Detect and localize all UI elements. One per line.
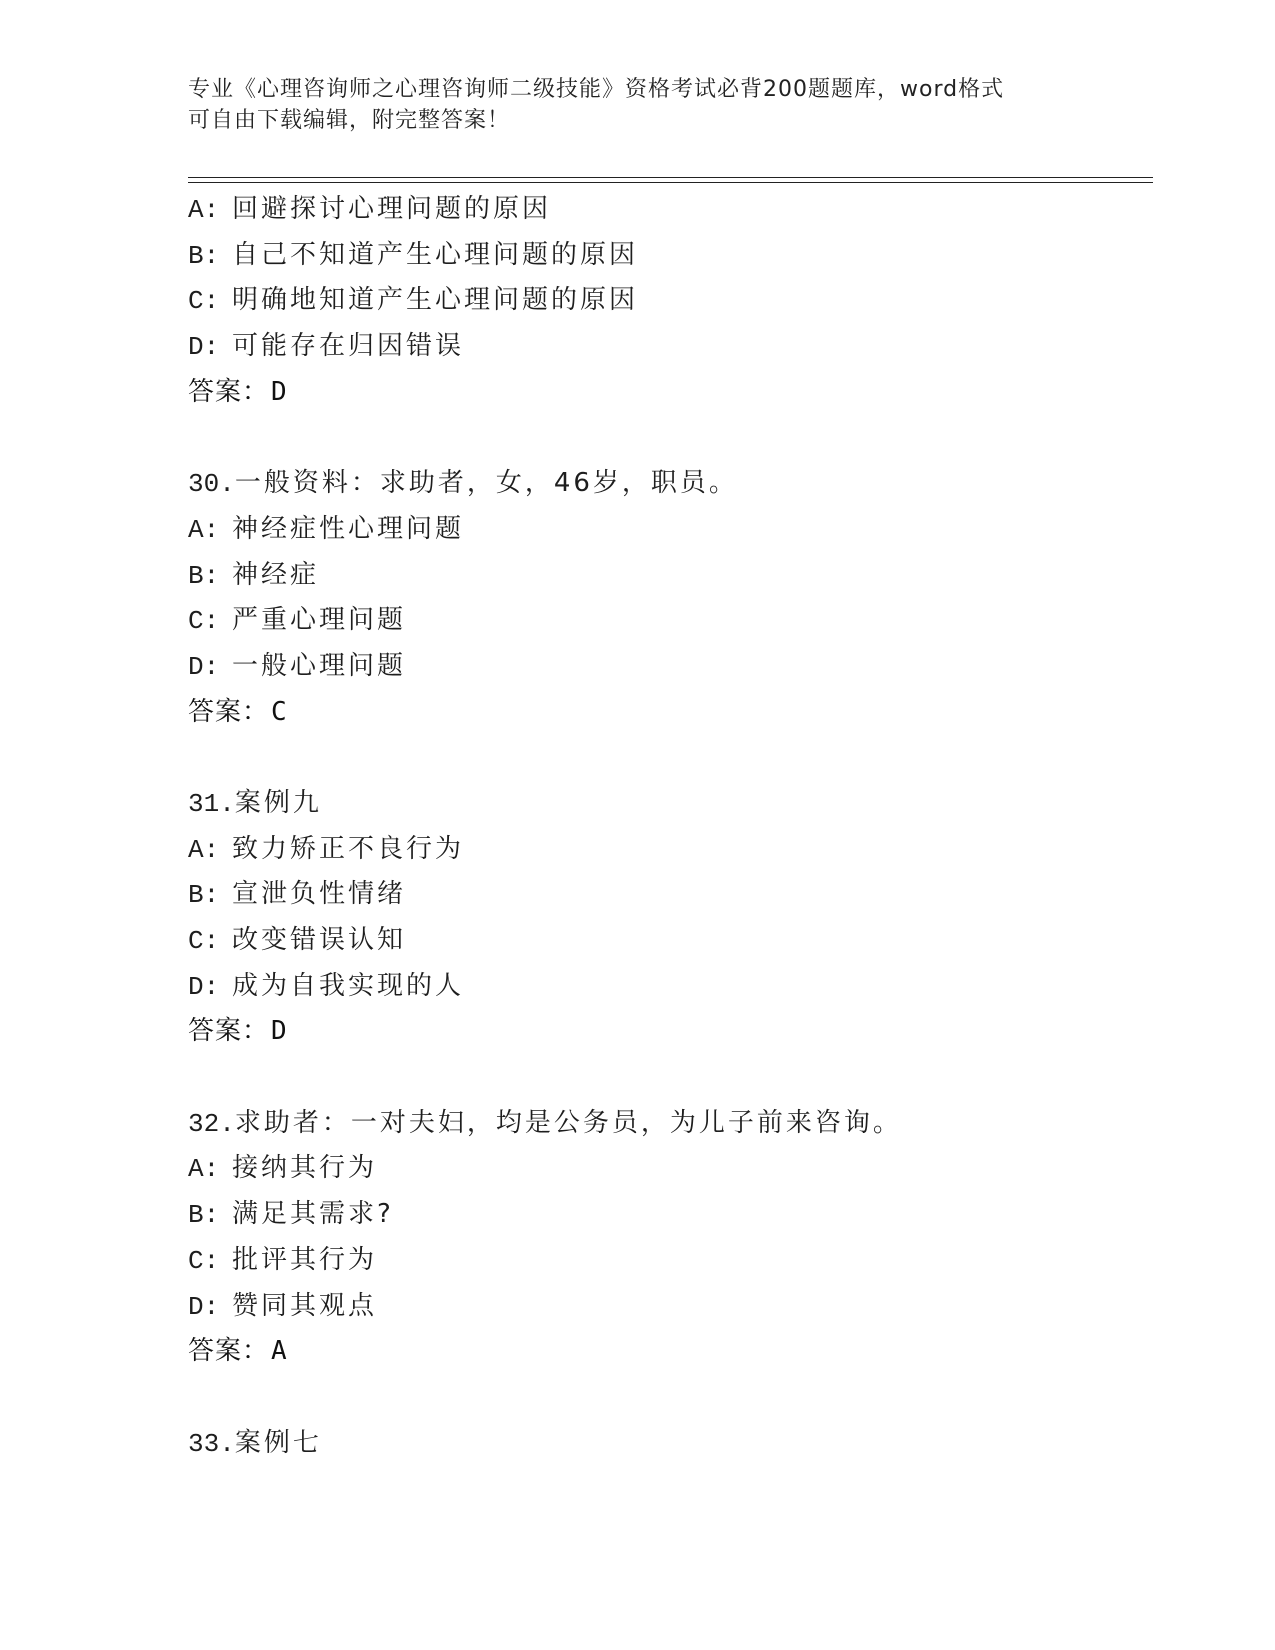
question-block-prev — [188, 187, 1148, 415]
option-text: 可能存在归因错误 — [232, 331, 465, 362]
option-c — [188, 598, 1148, 644]
answer-label: 答案： — [188, 696, 270, 727]
question-number: 31. — [188, 788, 235, 819]
question-stem — [188, 1421, 1148, 1467]
question-number: 30. — [188, 469, 235, 500]
option-text: 神经症性心理问题 — [232, 513, 465, 544]
option-label: C: — [188, 286, 220, 317]
question-block-30 — [188, 461, 1148, 735]
option-d — [188, 644, 1148, 690]
option-text: 接纳其行为 — [232, 1153, 378, 1184]
option-label: D: — [188, 332, 220, 363]
option-text: 回避探讨心理问题的原因 — [232, 194, 552, 224]
header-title-line-1: 专业《心理咨询师之心理咨询师二级技能》资格考试必背200题题库，word格式 — [188, 77, 1005, 102]
option-text: 满足其需求? — [232, 1199, 394, 1230]
option-label: A: — [188, 834, 220, 865]
option-text: 明确地知道产生心理问题的原因 — [232, 285, 639, 316]
option-label: C: — [188, 926, 220, 956]
spacer — [188, 1375, 1148, 1421]
option-d — [188, 324, 1148, 370]
question-number: 32. — [188, 1108, 235, 1139]
option-label: C: — [188, 1245, 220, 1276]
option-text: 神经症 — [232, 559, 320, 590]
option-text: 宣泄负性情绪 — [232, 879, 407, 910]
option-b — [188, 233, 1148, 279]
option-text: 致力矫正不良行为 — [232, 833, 465, 864]
question-list — [188, 187, 1148, 1466]
question-text: 一般资料：求助者，女，46岁，职员。 — [234, 468, 738, 499]
option-text: 自己不知道产生心理问题的原因 — [232, 239, 639, 270]
option-label: A: — [188, 514, 220, 545]
option-a — [188, 187, 1148, 233]
answer-label: 答案： — [188, 376, 270, 407]
option-label: B: — [188, 240, 220, 271]
spacer — [188, 415, 1148, 461]
answer-line — [188, 1329, 1148, 1375]
option-text: 严重心理问题 — [232, 605, 407, 636]
option-c — [188, 1238, 1148, 1284]
spacer — [188, 1055, 1148, 1101]
option-c — [188, 278, 1148, 324]
option-a — [188, 507, 1148, 553]
option-label: A: — [188, 1154, 220, 1185]
question-stem — [188, 461, 1148, 507]
question-number: 33. — [188, 1428, 235, 1459]
answer-value: D — [271, 376, 288, 407]
document-header — [188, 74, 1078, 136]
option-text: 批评其行为 — [232, 1244, 378, 1275]
option-text: 一般心理问题 — [232, 650, 407, 681]
question-block-32 — [188, 1101, 1148, 1375]
option-d — [188, 964, 1148, 1010]
option-a — [188, 827, 1148, 873]
header-divider-bottom — [188, 182, 1153, 183]
question-text: 案例九 — [234, 787, 322, 818]
option-b — [188, 1192, 1148, 1238]
question-stem — [188, 1101, 1148, 1147]
question-block-31 — [188, 781, 1148, 1055]
question-text: 求助者：一对夫妇，均是公务员，为儿子前来咨询。 — [234, 1107, 902, 1138]
answer-line — [188, 690, 1148, 736]
option-text: 赞同其观点 — [232, 1290, 378, 1321]
option-label: B: — [188, 880, 220, 911]
option-d — [188, 1284, 1148, 1330]
answer-value: C — [271, 696, 288, 727]
option-b — [188, 553, 1148, 599]
option-label: D: — [188, 971, 220, 1002]
answer-value: A — [271, 1336, 288, 1367]
option-label: A: — [188, 195, 220, 225]
option-c — [188, 918, 1148, 964]
header-divider-top — [188, 177, 1153, 178]
option-label: B: — [188, 560, 220, 591]
option-label: C: — [188, 606, 220, 637]
answer-value: D — [271, 1016, 288, 1047]
option-a — [188, 1146, 1148, 1192]
option-text: 成为自我实现的人 — [232, 970, 465, 1001]
option-label: B: — [188, 1200, 220, 1231]
question-stem — [188, 781, 1148, 827]
answer-label: 答案： — [188, 1336, 270, 1367]
question-text: 案例七 — [234, 1427, 322, 1458]
option-label: D: — [188, 651, 220, 682]
question-block-33 — [188, 1421, 1148, 1467]
answer-label: 答案： — [188, 1016, 270, 1047]
spacer — [188, 735, 1148, 781]
answer-line — [188, 1009, 1148, 1055]
option-label: D: — [188, 1291, 220, 1322]
option-b — [188, 872, 1148, 918]
answer-line — [188, 370, 1148, 416]
header-title-line-2: 可自由下载编辑，附完整答案！ — [188, 108, 511, 133]
option-text: 改变错误认知 — [232, 925, 407, 955]
